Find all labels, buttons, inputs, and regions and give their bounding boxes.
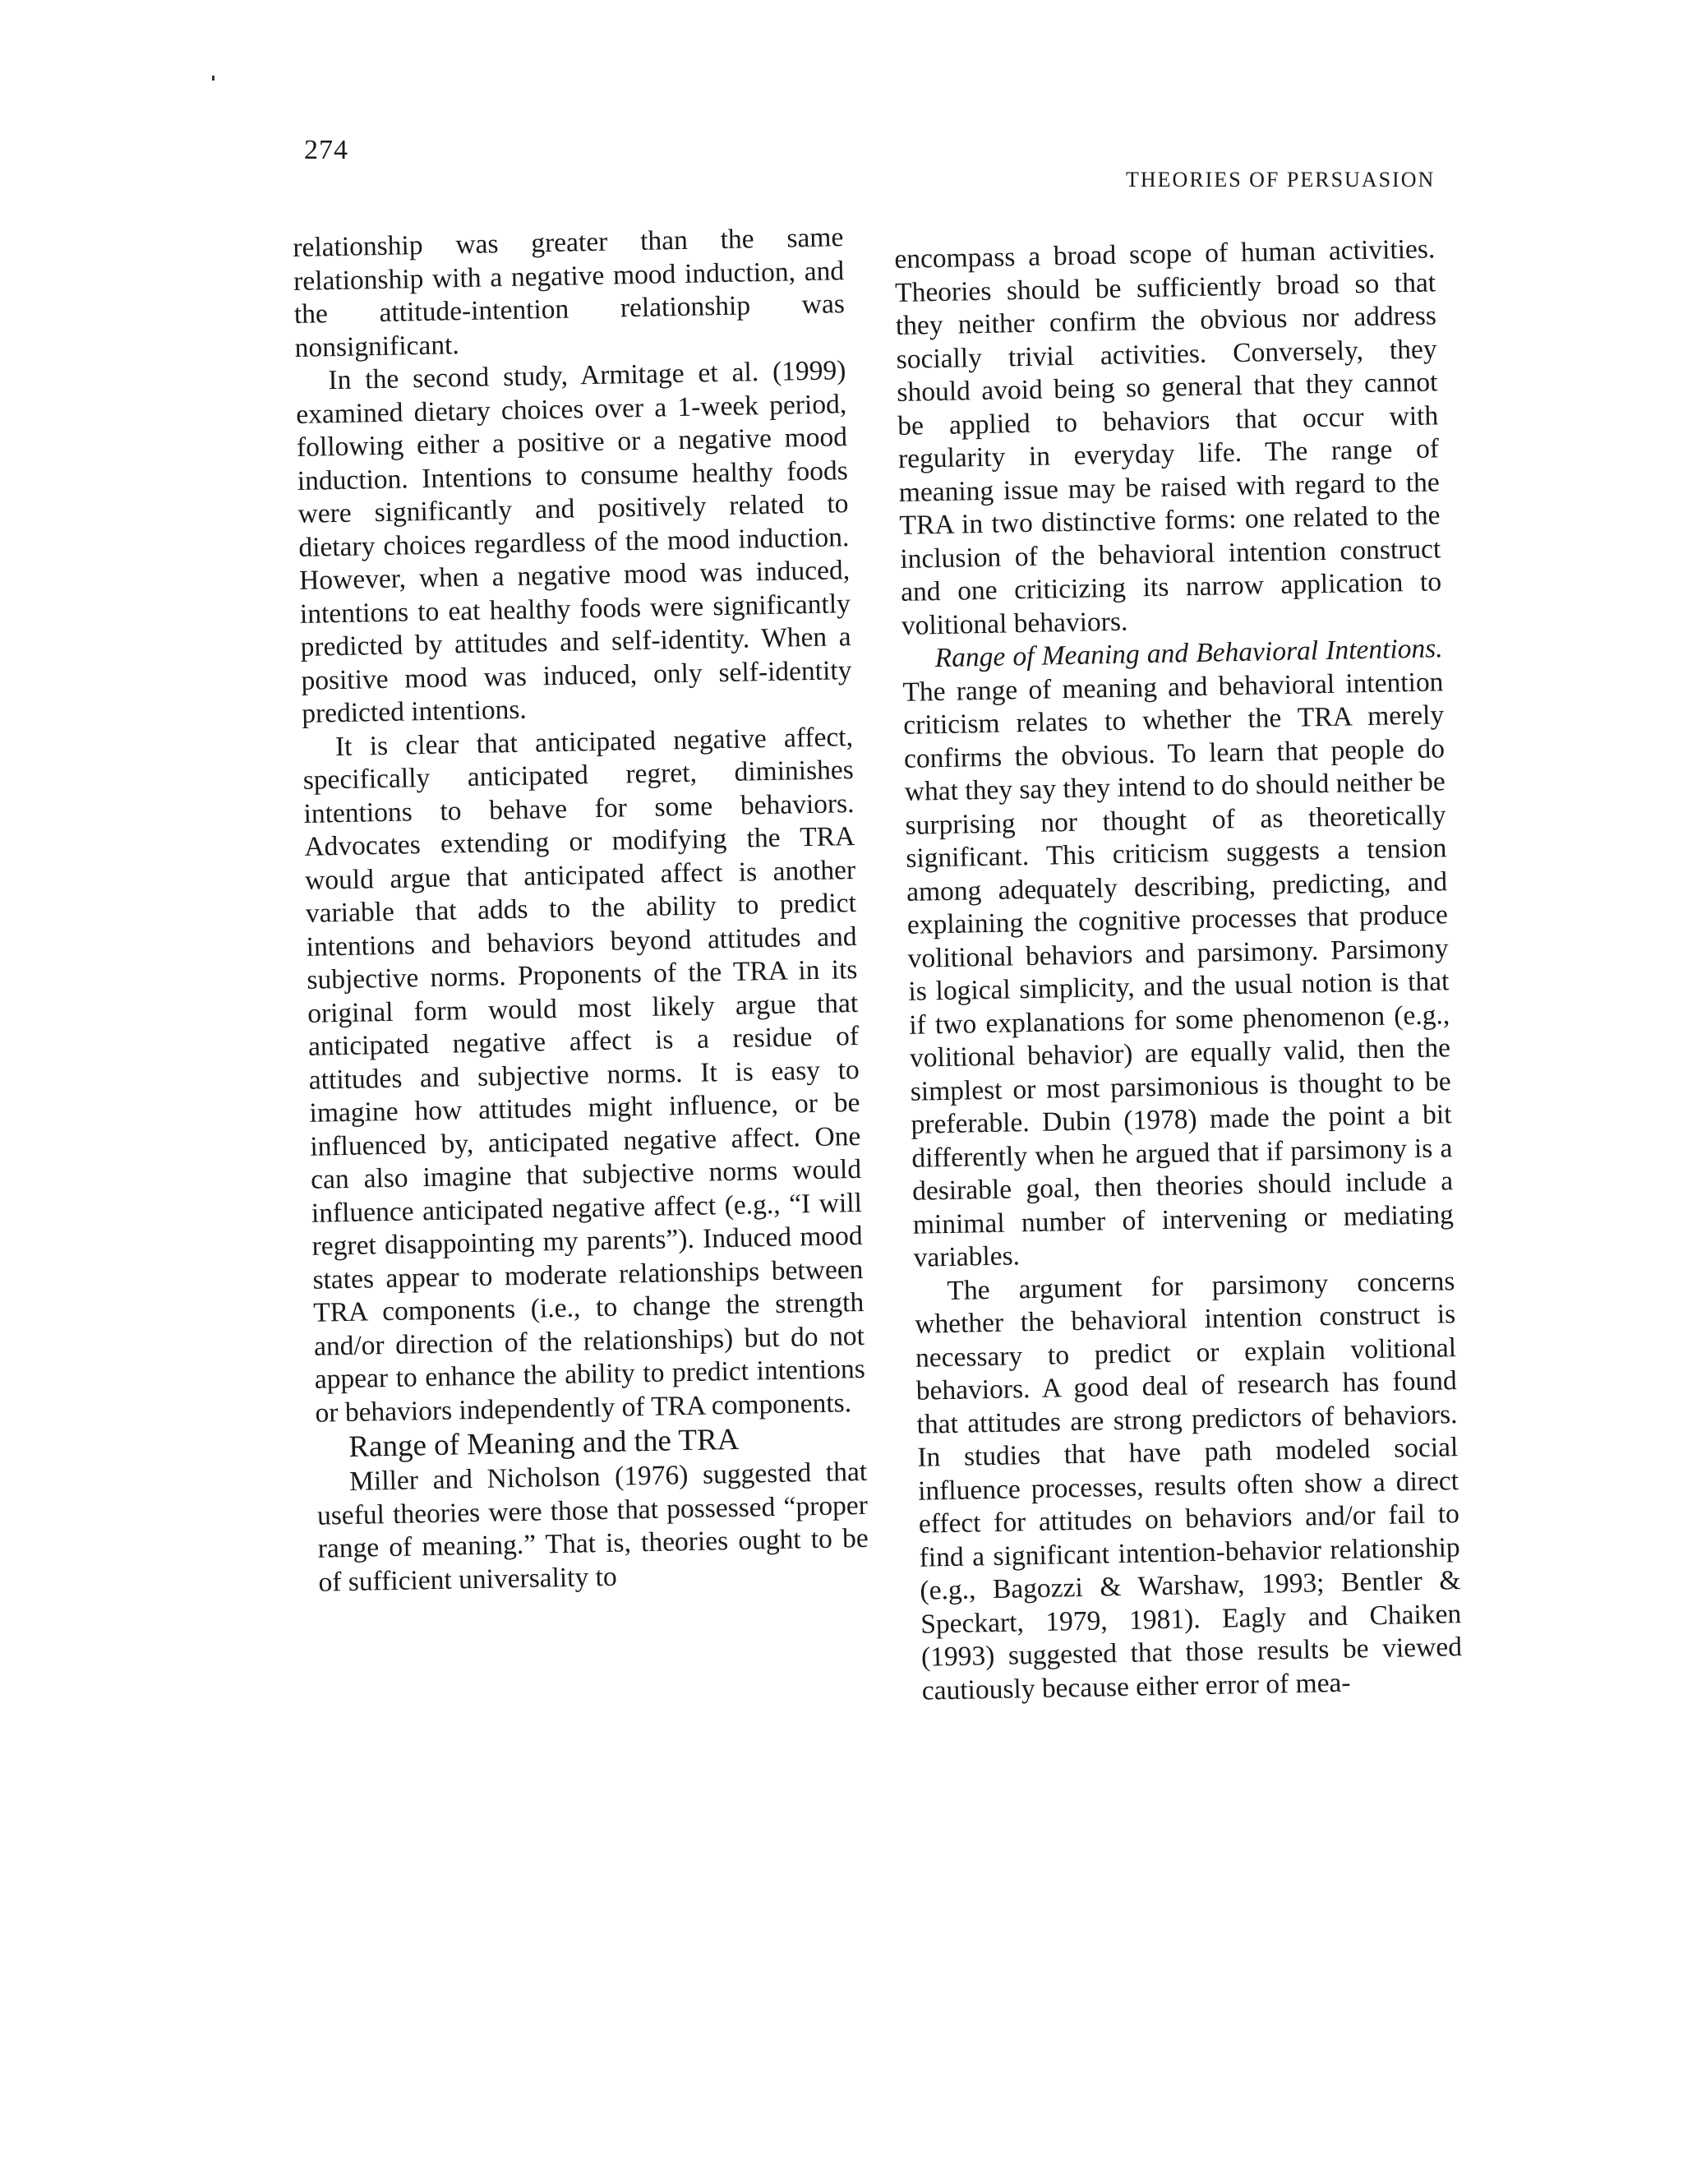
running-head: THEORIES OF PERSUASION [1126, 168, 1436, 192]
left-column [293, 221, 869, 1600]
subsection-run-in-heading: Range of Meaning and Behavioral Intentions. [934, 633, 1443, 674]
right-paragraph-2 [901, 632, 1455, 1275]
scan-speck [212, 76, 214, 81]
right-paragraph-3: The argument for parsimony concerns whether the behavioral intention construct is necessary to predict or explain volitional behaviors. A good deal of research has found that attitudes are strong predictors of behaviors. In studies that have path modeled social influence processes, results often show a direct effect for attitudes on behaviors and/or fail to find a significant intention-behavior relationship (e.g., Bagozzi & Warshaw, 1993; Bentler & Speckart, 1979, 1981). Eagly and Chaiken (1993) suggested that those results be viewed cautiously because either error of mea- [914, 1265, 1463, 1706]
section-heading: Range of Meaning and the TRA [348, 1422, 740, 1464]
right-paragraph-1: encompass a broad scope of human activities. Theories should be sufficiently broad so that they neither confirm the obvious nor address socially trivial activities. Conversely, they should avoid being so general that they cannot be applied to behaviors that occur with regularity in everyday life. The range of meaning issue may be raised with regard to the TRA in two distinctive forms: one related to the inclusion of the behavioral intention construct and one criticizing its narrow application to volitional behaviors. [894, 233, 1442, 641]
page-number: 274 [304, 135, 348, 165]
left-paragraph-2: In the second study, Armitage et al. (1999) examined dietary choices over a 1-week period, following either a positive or a negative mood induction. Intentions to consume healthy foods were significantly and positively related to dietary choices regardless of the mood induction. However, when a negative mood was induced, intentions to eat healthy foods were significantly predicted by attitudes and self-identity. When a positive mood was induced, only self-identity predicted intentions. [295, 355, 852, 729]
right-paragraph-2-body: The range of meaning and behavioral intention criticism relates to whether the TRA merely confirms the obvious. To learn that people do what they say they intend to do should neither be surprising nor thought of as theoretically significant. This criticism suggests a tension among adequately describing, predicting, and explaining the cognitive processes that produce volitional behaviors and parsimony. Parsimony is logical simplicity, and the usual notion is that if two explanations for some phenomenon (e.g., volitional behavior) are equally valid, then the simplest or most parsimonious is thought to be preferable. Dubin (1978) made the point a bit differently when he argued that if parsimony is a desirable goal, then theories should include a minimal number of intervening or mediating variables. [902, 666, 1455, 1273]
left-paragraph-1: relationship was greater than the same relationship with a negative mood induction, and the attitude-intention relationship was nonsignificant. [293, 222, 846, 363]
right-column [894, 233, 1463, 1707]
left-paragraph-3: It is clear that anticipated negative affect, specifically anticipated regret, diminishes intentions to behave for some behaviors. Advocates extending or modifying the TRA would argue that anticipated affect is another variable that adds to the ability to predict intentions and behaviors beyond attitudes and subjective norms. Proponents of the TRA in its original form would most likely argue that anticipated negative affect is a residue of attitudes and subjective norms. It is easy to imagine how attitudes might influence, or be influenced by, anticipated negative affect. One can also imagine that subjective norms would influence anticipated negative affect (e.g., “I will regret disappointing my parents”). Induced mood states appear to moderate relationships between TRA components (i.e., to change the strength and/or direction of the relationships) but do not appear to enhance the ability to predict intentions or behaviors independently of TRA components. [302, 721, 866, 1429]
left-paragraph-4: Miller and Nicholson (1976) suggested that useful theories were those that possessed “proper range of meaning.” That is, theories ought to be of sufficient universality to [316, 1456, 869, 1598]
